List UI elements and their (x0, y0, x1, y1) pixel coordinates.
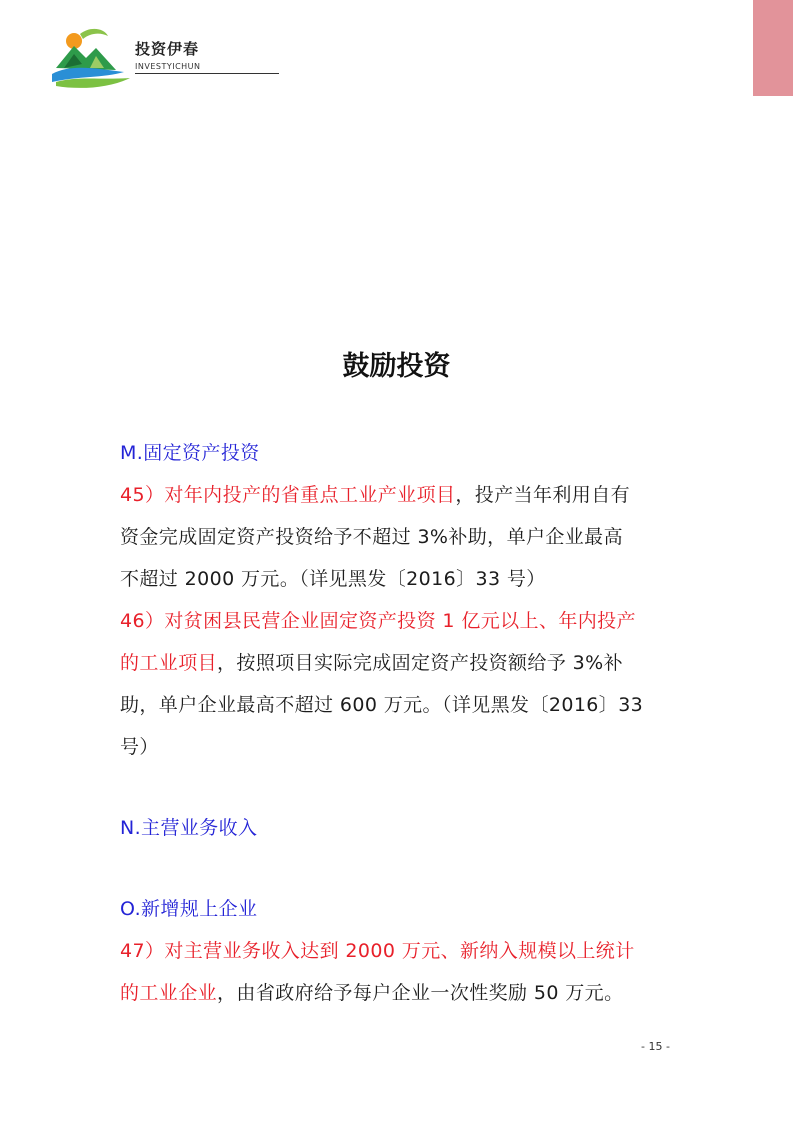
item-45-line-3: 不超过 2000 万元。（详见黑发〔2016〕33 号） (120, 568, 546, 590)
document-body (120, 432, 680, 1014)
item-46-line-4: 号） (120, 736, 159, 758)
item-47-line-1: 47）对主营业务收入达到 2000 万元、新纳入规模以上统计 (120, 940, 635, 962)
brand-name: 投资伊春 (135, 40, 200, 58)
page-number: - 15 - (641, 1040, 670, 1053)
item-45-line-2: 资金完成固定资产投资给予不超过 3%补助，单户企业最高 (120, 526, 623, 548)
item-46-line-3: 助，单户企业最高不超过 600 万元。（详见黑发〔2016〕33 (120, 694, 644, 716)
item-45-line-1 (120, 474, 680, 516)
item-47-text: ，由省政府给予每户企业一次性奖励 50 万元。 (217, 982, 624, 1004)
item-47-highlight: 的工业企业 (120, 982, 218, 1004)
item-45-text: ，投产当年利用自有 (455, 484, 630, 506)
item-45-highlight: 45）对年内投产的省重点工业产业项目 (120, 484, 456, 506)
corner-accent-tab (753, 0, 793, 96)
section-heading-o: O.新增规上企业 (120, 898, 258, 920)
brand-subtitle: INVESTYICHUN (135, 62, 201, 71)
item-46-line-2 (120, 642, 680, 684)
item-46-highlight: 的工业项目 (120, 652, 218, 674)
spacer (120, 849, 680, 888)
section-heading-m: M.固定资产投资 (120, 442, 260, 464)
item-46-text: ，按照项目实际完成固定资产投资额给予 3%补 (217, 652, 623, 674)
mountain-sun-logo-icon (50, 24, 132, 90)
section-heading-n: N.主营业务收入 (120, 817, 258, 839)
brand-underline (135, 73, 279, 74)
item-46-line-1: 46）对贫困县民营企业固定资产投资 1 亿元以上、年内投产 (120, 610, 636, 632)
page-title: 鼓励投资 (342, 351, 451, 382)
spacer (120, 768, 680, 807)
item-47-line-2 (120, 972, 680, 1014)
